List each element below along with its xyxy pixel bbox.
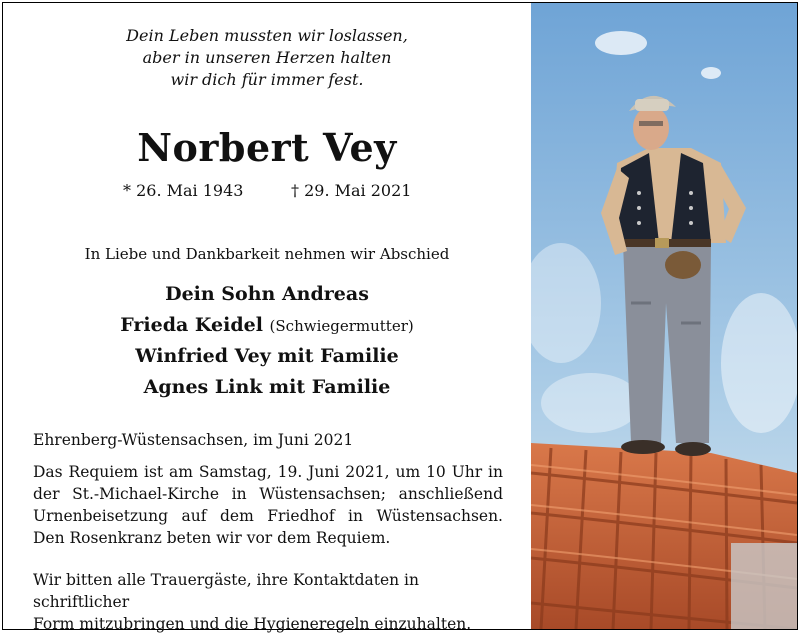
closing-line: Wir bitten alle Trauergäste, ihre Kontaktdaten in schriftlicher [33, 571, 419, 611]
portrait-photo [531, 3, 797, 629]
deceased-name: Norbert Vey [137, 125, 397, 170]
requiem-line: Den Rosenkranz beten wir vor dem Requiem. [33, 529, 391, 547]
closing-line: Form mitzubringen und die Hygieneregeln einzuhalten. [33, 615, 472, 633]
mourner-name: Dein Sohn Andreas [165, 283, 369, 305]
verse-line: Dein Leben mussten wir loslassen, [126, 26, 408, 45]
memorial-verse [3, 25, 531, 91]
mourners-list [3, 279, 531, 403]
obituary-notice [2, 2, 798, 633]
requiem-line: der St.-Michael-Kirche in Wüstensachsen; anschließend [33, 485, 503, 503]
verse-line: aber in unseren Herzen halten [142, 48, 392, 67]
requiem-line: Das Requiem ist am Samstag, 19. Juni 2021, um 10 Uhr in [33, 463, 503, 481]
farewell-line: In Liebe und Dankbarkeit nehmen wir Abschied [84, 245, 450, 263]
verse-line: wir dich für immer fest. [170, 70, 364, 89]
mourner-relation: (Schwiegermutter) [269, 317, 414, 335]
birth-date: * 26. Mai 1943 [123, 181, 244, 200]
death-date: † 29. Mai 2021 [291, 181, 412, 200]
mourner-name: Winfried Vey mit Familie [135, 345, 399, 367]
closing-paragraph [33, 569, 503, 635]
mourner [3, 341, 531, 372]
mourner [3, 310, 531, 341]
man-on-roof-illustration [531, 3, 797, 629]
roof-tiles [531, 443, 797, 629]
mourner [3, 279, 531, 310]
mourner [3, 372, 531, 403]
mourner-name: Agnes Link mit Familie [143, 376, 391, 398]
mourner-name: Frieda Keidel [120, 314, 263, 336]
text-column [3, 3, 531, 633]
requiem-line: Urnenbeisetzung auf dem Friedhof in Wüstensachsen. [33, 507, 503, 525]
place-and-date: Ehrenberg-Wüstensachsen, im Juni 2021 [33, 431, 354, 449]
requiem-paragraph [33, 461, 503, 549]
